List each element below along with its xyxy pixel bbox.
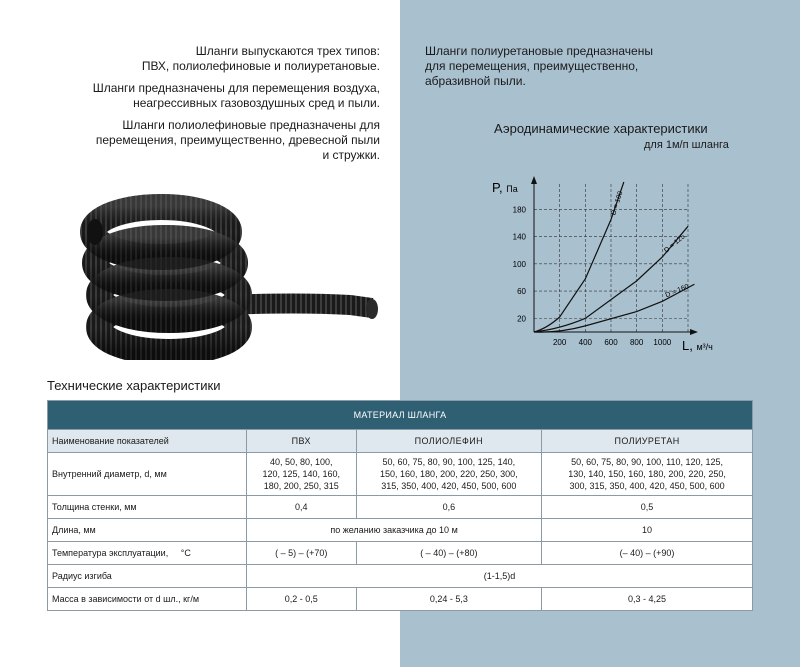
column-header-name: Наименование показателей (48, 430, 247, 453)
cell-mass-polyolefin: 0,24 - 5,3 (356, 588, 542, 611)
temperature-unit: °C (180, 548, 191, 558)
column-header-pvc: ПВХ (247, 430, 357, 453)
y-axis-label-unit: Па (506, 184, 518, 194)
series-label: D = 160 (664, 283, 691, 300)
intro-left-text (50, 44, 380, 170)
x-tick-label: 800 (629, 338, 644, 347)
row-label-wall: Толщина стенки, мм (48, 496, 247, 519)
y-axis-arrow (531, 176, 537, 184)
chart-grid (534, 182, 691, 332)
cell-temperature-polyolefin: ( – 40) – (+80) (356, 542, 542, 565)
x-axis-label-unit: м³/ч (696, 342, 713, 352)
cell-bend-radius-all: (1-1,5)d (247, 565, 753, 588)
cell-diameter-polyurethane: 50, 60, 75, 80, 90, 100, 110, 120, 125, 130, 140, 150, 160, 180, 200, 220, 250, 300, 315, 350, 400, 420, 450, 500, 600 (542, 453, 753, 496)
material-header: МАТЕРИАЛ ШЛАНГА (48, 401, 753, 430)
row-label-diameter: Внутренний диаметр, d, мм (48, 453, 247, 496)
cell-wall-polyolefin: 0,6 (356, 496, 542, 519)
chart-tick-labels (513, 205, 672, 347)
y-tick-label: 100 (512, 259, 526, 269)
intro-right-text: Шланги полиуретановые предназначены для перемещения, преимущественно, абразивной пыли. (425, 44, 653, 88)
cell-temperature-polyurethane: (– 40) – (+90) (542, 542, 753, 565)
series-label: D = 100 (610, 190, 625, 217)
series-line (534, 182, 624, 332)
intro-paragraph-polyolefin: Шланги полиолефиновые предназначены для перемещения, преимущественно, древесной пыли и стружки. (95, 118, 380, 162)
row-label-bend-radius: Радиус изгиба (48, 565, 247, 588)
chart-subtitle: для 1м/п шланга (644, 139, 729, 151)
x-tick-label: 200 (552, 338, 567, 347)
series-label: D = 125 (663, 233, 687, 255)
chart-series (534, 182, 694, 332)
x-tick-label: 600 (604, 338, 618, 347)
chart-title: Аэродинамические характеристики (494, 121, 708, 136)
coiled-hose-image (75, 185, 385, 360)
row-label-temperature (48, 542, 247, 565)
column-header-polyurethane: ПОЛИУРЕТАН (542, 430, 753, 453)
y-axis-label-symbol: P, (492, 180, 507, 195)
y-tick-label: 140 (512, 232, 526, 242)
row-label-length: Длина, мм (48, 519, 247, 542)
cell-wall-pvc: 0,4 (247, 496, 357, 519)
table-row-temperature (48, 542, 753, 565)
row-label-mass: Масса в зависимости от d шл., кг/м (48, 588, 247, 611)
table-row-diameter (48, 453, 753, 496)
x-axis-label (682, 338, 713, 353)
y-tick-label: 20 (517, 314, 526, 324)
material-header-row (48, 401, 753, 430)
specs-table (47, 400, 753, 611)
cell-mass-pvc: 0,2 - 0,5 (247, 588, 357, 611)
y-tick-label: 60 (517, 287, 526, 297)
temperature-label-text: Температура эксплуатации, (52, 548, 169, 558)
table-row-mass (48, 588, 753, 611)
y-tick-label: 180 (512, 205, 526, 215)
cell-diameter-pvc: 40, 50, 80, 100, 120, 125, 140, 160, 180, 200, 250, 315 (247, 453, 357, 496)
x-tick-label: 1000 (653, 338, 672, 347)
intro-paragraph-types: Шланги выпускаются трех типов: ПВХ, полиолефиновые и полиуретановые. (141, 44, 380, 73)
table-row-length (48, 519, 753, 542)
section-title: Технические характеристики (47, 378, 221, 393)
cell-mass-polyurethane: 0,3 - 4,25 (542, 588, 753, 611)
column-header-row (48, 430, 753, 453)
x-axis-arrow (690, 329, 698, 335)
x-tick-label: 400 (578, 338, 593, 347)
cell-diameter-polyolefin: 50, 60, 75, 80, 90, 100, 125, 140, 150, 160, 180, 200, 220, 250, 300, 315, 350, 400, 420, 450, 500, 600 (356, 453, 542, 496)
table-row-wall (48, 496, 753, 519)
table-row-bend-radius (48, 565, 753, 588)
cell-temperature-pvc: ( – 5) – (+70) (247, 542, 357, 565)
cell-wall-polyurethane: 0,5 (542, 496, 753, 519)
pressure-flow-chart (488, 172, 728, 360)
y-axis-label (492, 180, 518, 195)
column-header-polyolefin: ПОЛИОЛЕФИН (356, 430, 542, 453)
intro-paragraph-purpose: Шланги предназначены для перемещения воздуха, неагрессивных газовоздушных сред и пыли. (92, 81, 380, 110)
cell-length-polyurethane: 10 (542, 519, 753, 542)
cell-length-pvc-polyolefin: по желанию заказчика до 10 м (247, 519, 542, 542)
x-axis-label-symbol: L, (682, 338, 697, 353)
